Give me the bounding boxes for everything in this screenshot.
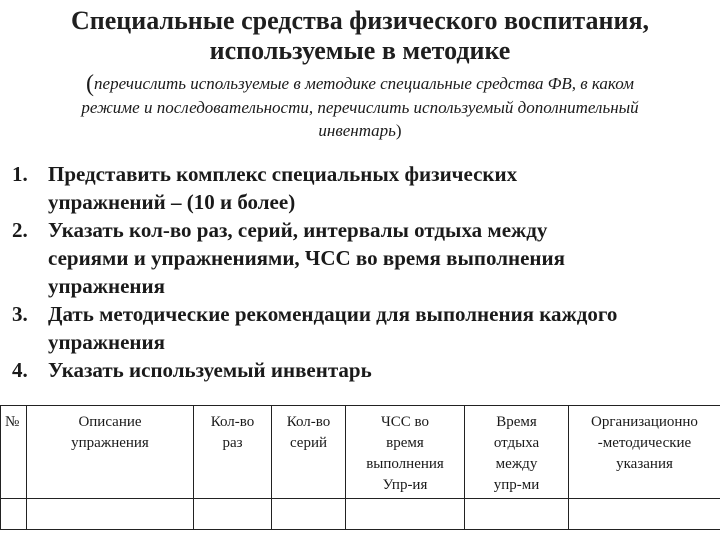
task-text-line: Указать используемый инвентарь (48, 358, 372, 382)
column-header-guidelines: Организационно -методические указания (569, 406, 720, 499)
title-line-1: Специальные средства физического воспитания, (70, 6, 650, 35)
table-cell (465, 499, 569, 530)
table-row (1, 499, 720, 530)
task-text-line: Дать методические рекомендации для выполнения каждого (48, 302, 618, 326)
table-cell (346, 499, 465, 530)
instruction-line-2: режиме и последовательности, перечислить используемый дополнительный (81, 98, 639, 117)
task-item (12, 216, 712, 300)
table-cell (569, 499, 720, 530)
task-text-line: сериями и упражнениями, ЧСС во время выполнения (48, 246, 565, 270)
task-number: 1. (12, 162, 28, 186)
column-header-number: № (1, 406, 27, 499)
column-header-description: Описание упражнения (27, 406, 194, 499)
task-number: 3. (12, 302, 28, 326)
task-text-line: упражнений – (10 и более) (48, 190, 296, 214)
column-header-rest-time: Время отдыха между упр-ми (465, 406, 569, 499)
task-number: 2. (12, 218, 28, 242)
task-text-line: Представить комплекс специальных физических (48, 162, 518, 186)
page-title (0, 6, 720, 66)
table-cell (194, 499, 272, 530)
column-header-heart-rate: ЧСС во время выполнения Упр-ия (346, 406, 465, 499)
task-number: 4. (12, 358, 28, 382)
instruction-line-1: (перечислить используемые в методике специальные средства ФВ, в каком (86, 71, 634, 97)
task-list (12, 160, 712, 384)
task-item (12, 160, 712, 216)
task-text-line: Указать кол-во раз, серий, интервалы отдыха между (48, 218, 548, 242)
column-header-reps: Кол-во раз (194, 406, 272, 499)
instruction-note (6, 72, 714, 142)
task-item (12, 356, 712, 384)
table-cell (27, 499, 194, 530)
instruction-line-3: инвентарь) (318, 121, 402, 140)
title-line-2: используемые в методике (209, 36, 511, 65)
table-cell (272, 499, 346, 530)
exercise-plan-table (0, 405, 720, 530)
table-cell (1, 499, 27, 530)
table-header-row (1, 406, 720, 499)
task-text-line: упражнения (48, 330, 165, 354)
column-header-sets: Кол-во серий (272, 406, 346, 499)
close-paren: ) (395, 121, 402, 140)
task-text-line: упражнения (48, 274, 165, 298)
open-paren: ( (86, 71, 95, 97)
task-item (12, 300, 712, 356)
